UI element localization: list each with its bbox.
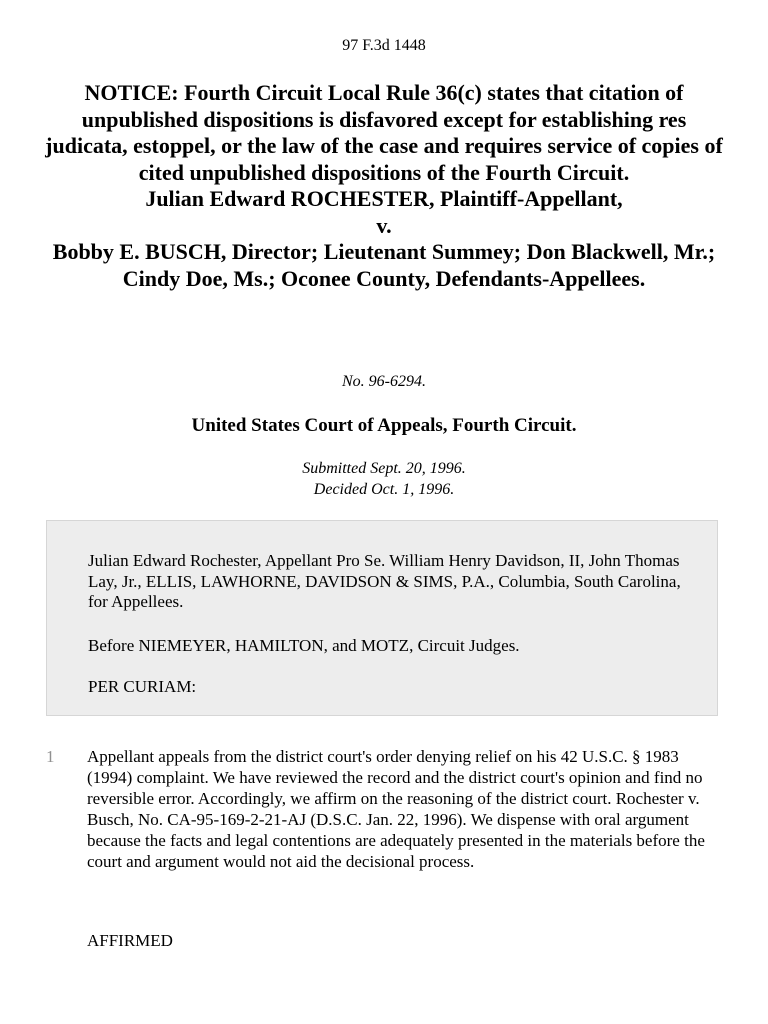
notice-text: NOTICE: Fourth Circuit Local Rule 36(c) states that citation of unpublished dispositions is disfavored except for establishing res judicata, estoppel, or the law of the case and requires service of copies of cited unpublished dispositions of the Fourth Circuit. xyxy=(45,80,723,185)
court-name: United States Court of Appeals, Fourth Circuit. xyxy=(191,415,577,436)
decided-date: Decided Oct. 1, 1996. xyxy=(313,481,455,498)
versus-label: v. xyxy=(376,212,392,238)
defendants-names: Bobby E. BUSCH, Director; Lieutenant Summey; Don Blackwell, Mr.; Cindy Doe, Ms.; Oconee County, Defendants-Appellees. xyxy=(52,239,716,291)
case-heading xyxy=(40,80,728,292)
front-matter-panel xyxy=(46,520,718,716)
docket-number: No. 96-6294. xyxy=(342,373,426,390)
paragraph-number: 1 xyxy=(46,747,55,766)
counsel-text: Julian Edward Rochester, Appellant Pro Se. William Henry Davidson, II, John Thomas Lay, Jr., ELLIS, LAWHORNE, DAVIDSON & SIMS, P.A., Columbia, South Carolina, for Appellees. xyxy=(88,551,681,611)
judges-text: Before NIEMEYER, HAMILTON, and MOTZ, Circuit Judges. xyxy=(88,636,520,655)
plaintiff-name: Julian Edward ROCHESTER, Plaintiff-Appellant, xyxy=(145,186,623,211)
case-dates xyxy=(0,458,768,500)
disposition-label: AFFIRMED xyxy=(87,931,173,950)
case-citation: 97 F.3d 1448 xyxy=(342,37,426,54)
submitted-date: Submitted Sept. 20, 1996. xyxy=(302,460,466,477)
opinion-paragraph: Appellant appeals from the district court's order denying relief on his 42 U.S.C. § 1983 (1994) complaint. We have reviewed the record and the district court's opinion and find no reversible error. Accordingly, we affirm on the reasoning of the district court. Rochester v. Busch, No. CA-95-169-2-21-AJ (D.S.C. Jan. 22, 1996). We dispense with oral argument because the facts and legal contentions are adequately presented in the materials before the court and argument would not aid the decisional process. xyxy=(87,747,705,871)
per-curiam-label: PER CURIAM: xyxy=(88,677,197,696)
